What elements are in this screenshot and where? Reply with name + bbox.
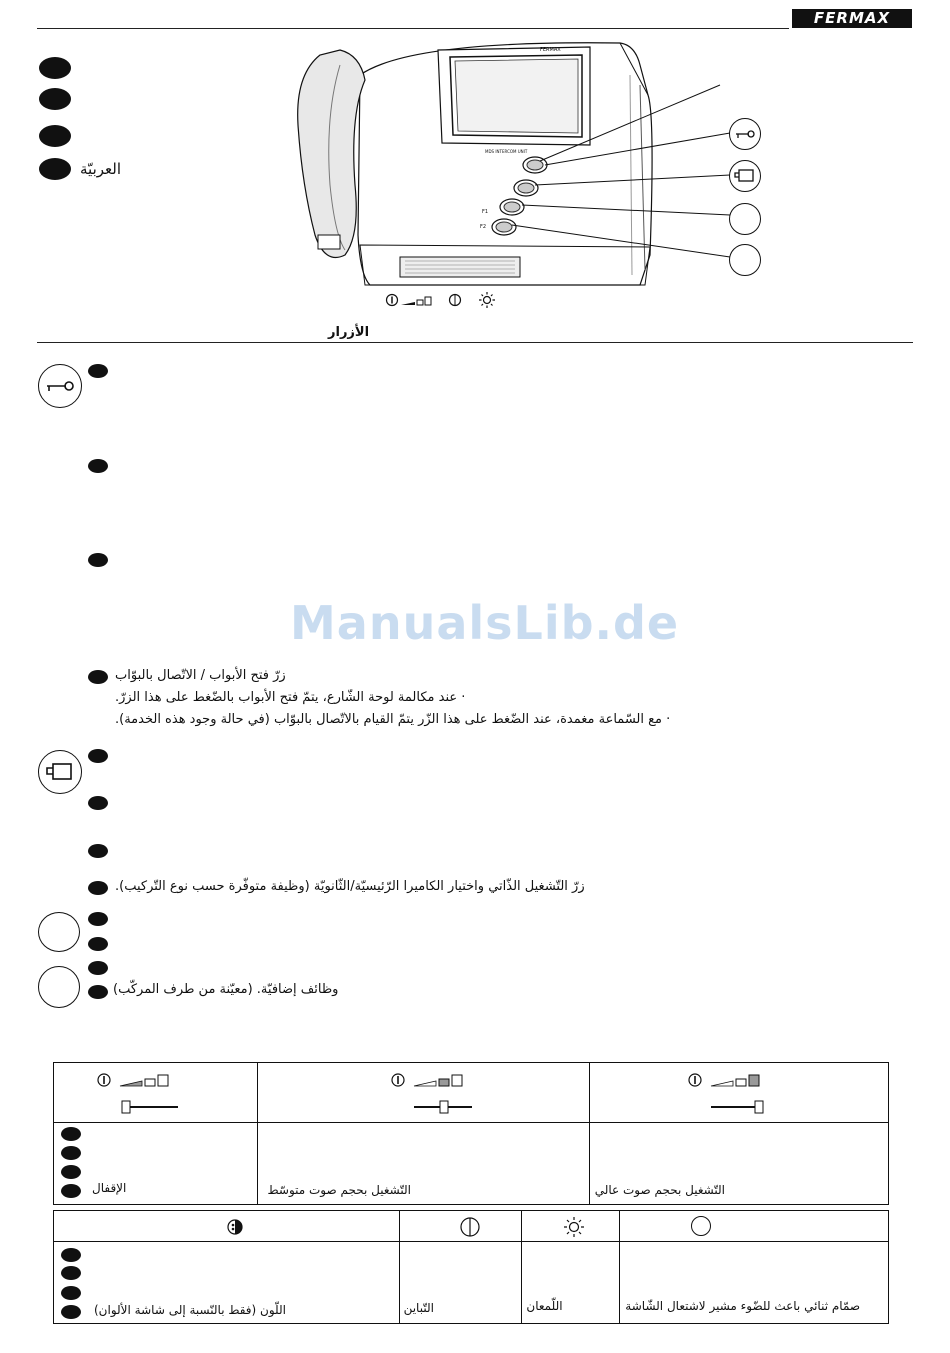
key-icon xyxy=(39,365,81,407)
camera-icon xyxy=(730,161,760,191)
model-text: MDS INTERCOM UNIT xyxy=(485,149,528,154)
language-marker xyxy=(88,844,108,858)
color-icon xyxy=(225,1217,245,1237)
volume-table xyxy=(53,1062,889,1205)
language-marker xyxy=(61,1248,81,1262)
language-dot xyxy=(39,57,71,79)
language-marker xyxy=(88,912,108,926)
display-color-label: اللّون (فقط بالنّسبة إلى شاشة الألوان) xyxy=(94,1303,287,1317)
door-button-desc-2: · مع السّماعة مغمدة، عند الضّغط على هذا الزّر يتمّ القيام بالاتّصال بالبوّاب (في حالة وجود هذه الخدمة). xyxy=(115,712,671,727)
f2-icon-circle xyxy=(38,966,80,1008)
language-marker xyxy=(88,961,108,975)
display-brightness-label: اللّمعان xyxy=(526,1299,563,1313)
display-contrast-cell xyxy=(399,1242,522,1324)
volume-header-medium xyxy=(257,1063,589,1123)
section-title: الأزرار xyxy=(328,325,370,340)
language-marker xyxy=(61,1146,81,1160)
camera-button-text: زرّ التّشغيل الذّاتي واختيار الكاميرا الرّئيسيّة/الثّانويّة (وظيفة متوفّرة حسب نوع التّركيب). xyxy=(115,879,585,894)
language-marker xyxy=(88,553,108,567)
display-color-cell xyxy=(54,1242,400,1324)
door-button-title: زرّ فتح الأبواب / الاتّصال بالبوّاب xyxy=(115,668,286,683)
monitor-illustration xyxy=(290,35,760,315)
volume-off-cell xyxy=(54,1123,258,1205)
language-marker xyxy=(61,1127,81,1141)
display-header-color xyxy=(54,1211,400,1242)
device-controls-icons xyxy=(385,290,505,310)
display-led-label: صمّام ثنائي باعث للضّوء مشير لاشتعال الشّاشة xyxy=(625,1299,861,1313)
language-marker xyxy=(61,1305,81,1319)
speaker-icon xyxy=(685,1069,775,1117)
key-label-f2: F2 xyxy=(480,224,487,230)
display-header-contrast xyxy=(399,1211,522,1242)
language-marker xyxy=(61,1165,81,1179)
language-marker xyxy=(88,937,108,951)
screen-brand: FERMAX xyxy=(540,47,561,53)
section-rule xyxy=(37,342,913,343)
volume-header-high xyxy=(589,1063,888,1123)
callout-camera-button xyxy=(729,160,761,192)
display-table xyxy=(53,1210,889,1324)
display-header-brightness xyxy=(522,1211,620,1242)
language-marker xyxy=(61,1184,81,1198)
language-marker xyxy=(61,1266,81,1280)
key-label-f1: F1 xyxy=(482,209,489,215)
key-icon xyxy=(730,119,760,149)
volume-off-label: الإقفال xyxy=(92,1181,127,1195)
brightness-icon xyxy=(562,1215,586,1239)
volume-high-cell xyxy=(589,1123,888,1205)
display-contrast-label: التّباين xyxy=(403,1301,434,1315)
speaker-icon xyxy=(388,1069,478,1117)
f1-icon-circle xyxy=(38,912,80,952)
display-led-cell xyxy=(620,1242,889,1324)
language-marker xyxy=(61,1286,81,1300)
callout-f1-button xyxy=(729,203,761,235)
language-label-arabic: العربيّة xyxy=(80,160,121,178)
volume-medium-cell xyxy=(257,1123,589,1205)
language-dot xyxy=(39,125,71,147)
brand-logo: FERMAX xyxy=(792,9,912,28)
header-rule xyxy=(37,28,789,29)
volume-header-off xyxy=(54,1063,258,1123)
language-marker xyxy=(88,459,108,473)
camera-icon xyxy=(39,751,81,793)
display-brightness-cell xyxy=(522,1242,620,1324)
speaker-icon xyxy=(94,1069,184,1117)
language-marker xyxy=(88,670,108,684)
led-icon xyxy=(691,1216,711,1236)
volume-medium-label: التّشغيل بحجم صوت متوسّط xyxy=(267,1183,411,1197)
camera-button-icon-circle xyxy=(38,750,82,794)
language-dot xyxy=(39,158,71,180)
callout-key-button xyxy=(729,118,761,150)
display-header-led xyxy=(620,1211,889,1242)
callout-f2-button xyxy=(729,244,761,276)
door-button-icon-circle xyxy=(38,364,82,408)
f-buttons-text: وظائف إضافيّة. (معيّنة من طرف المركّب) xyxy=(113,982,339,997)
language-marker xyxy=(88,749,108,763)
language-marker xyxy=(88,985,108,999)
watermark: ManualsLib.de xyxy=(290,596,680,650)
language-marker xyxy=(88,796,108,810)
language-dot xyxy=(39,88,71,110)
contrast-icon xyxy=(458,1215,482,1239)
volume-high-label: التّشغيل بحجم صوت عالي xyxy=(594,1183,725,1197)
language-marker xyxy=(88,364,108,378)
language-marker xyxy=(88,881,108,895)
door-button-desc-1: · عند مكالمة لوحة الشّارع، يتمّ فتح الأبواب بالضّغط على هذا الزرّ. xyxy=(115,690,466,705)
